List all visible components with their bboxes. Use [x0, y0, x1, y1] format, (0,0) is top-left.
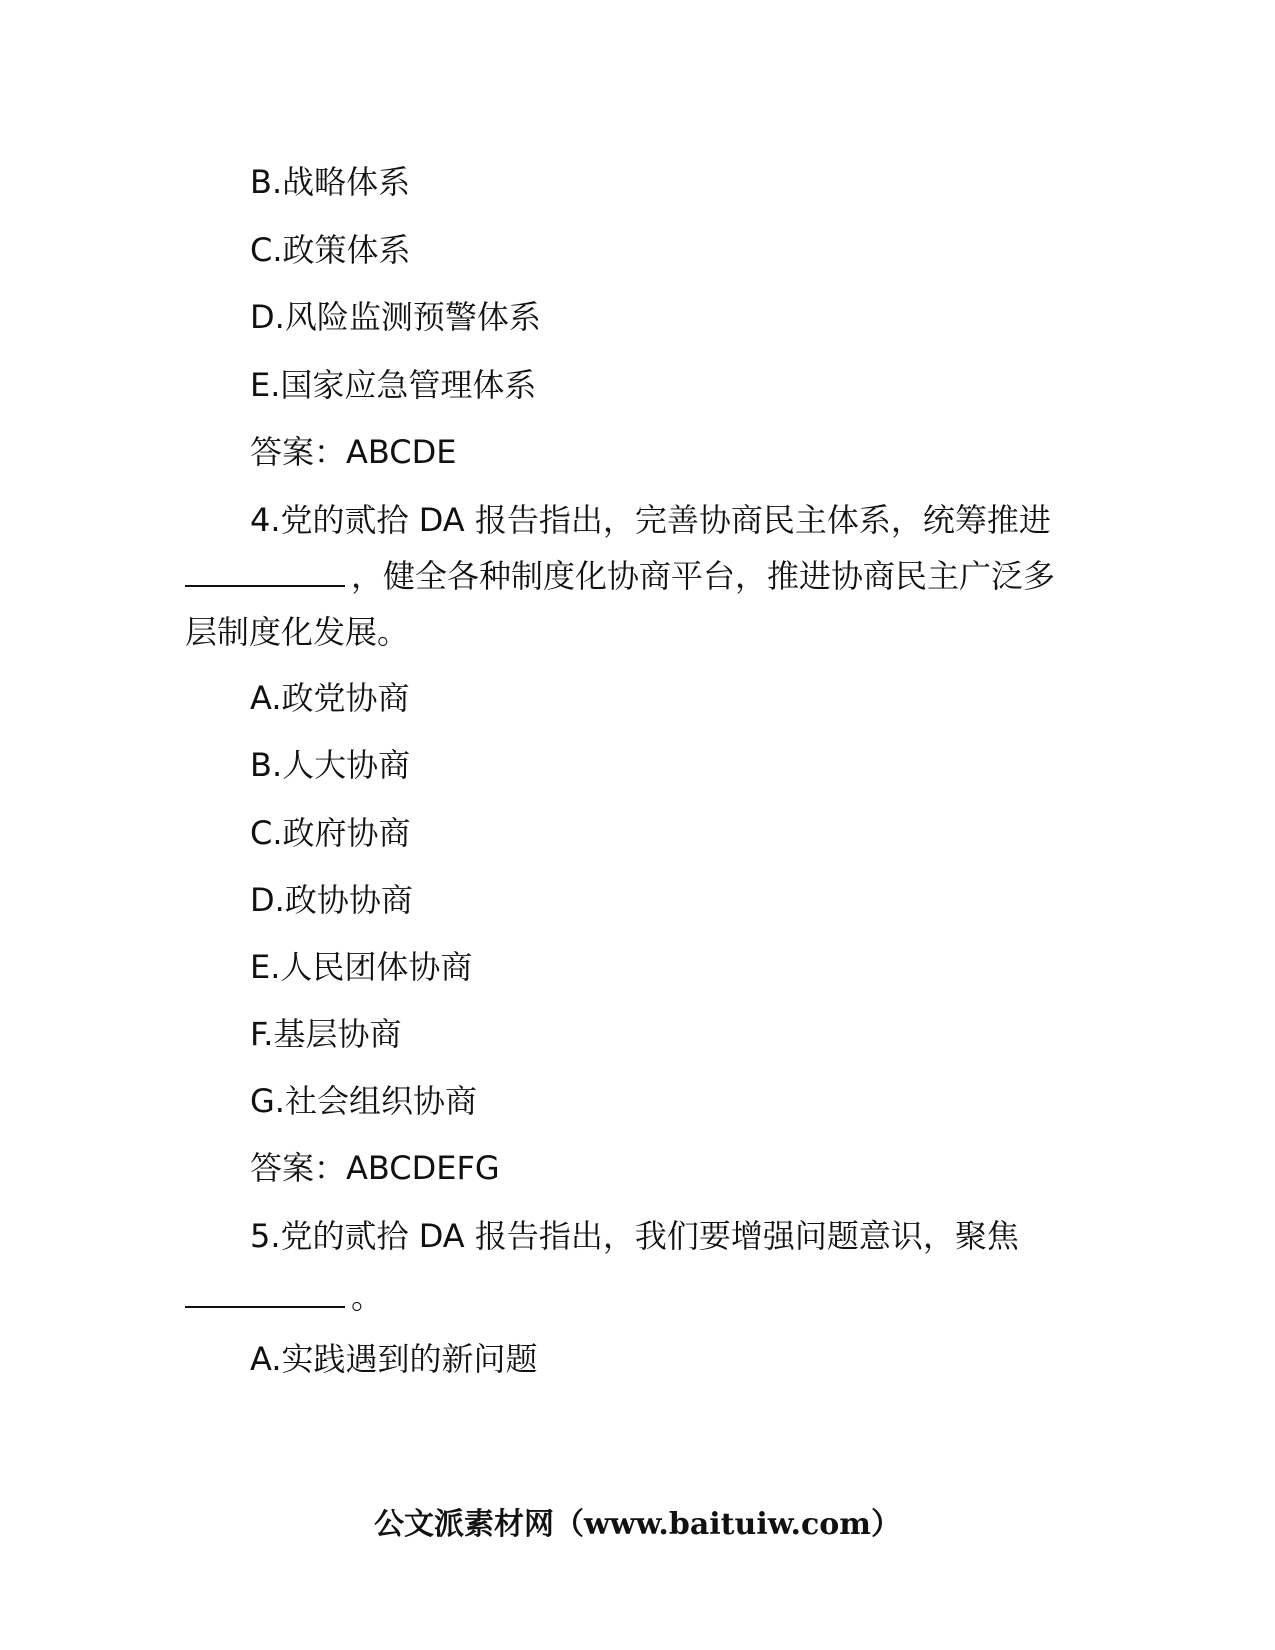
- q3-option-c: C.政策体系: [250, 231, 411, 269]
- q5-stem-line2: [185, 1277, 383, 1317]
- q4-option-b: B.人大协商: [250, 746, 411, 784]
- q4-option-e: E.人民团体协商: [250, 948, 473, 986]
- q4-stem-line2-text: ，健全各种制度化协商平台，推进协商民主广泛多: [351, 557, 1056, 595]
- q4-option-d: D.政协协商: [250, 881, 413, 919]
- q5-option-a: A.实践遇到的新问题: [250, 1340, 538, 1378]
- q4-stem-line3: 层制度化发展。: [185, 613, 410, 651]
- q3-option-e: E.国家应急管理体系: [250, 366, 537, 404]
- q4-stem-line1: 4.党的贰拾 DA 报告指出，完善协商民主体系，统筹推进: [250, 501, 1051, 539]
- q3-option-d: D.风险监测预警体系: [250, 298, 541, 336]
- q3-answer: 答案：ABCDE: [250, 433, 457, 471]
- q4-option-f: F.基层协商: [250, 1015, 402, 1053]
- q3-option-b: B.战略体系: [250, 163, 411, 201]
- q5-stem-line2-text: 。: [351, 1278, 384, 1316]
- footer-watermark: 公文派素材网（www.baituiw.com）: [373, 1507, 902, 1542]
- fill-in-blank: [185, 1278, 345, 1308]
- q4-option-c: C.政府协商: [250, 814, 411, 852]
- q5-stem-line1: 5.党的贰拾 DA 报告指出，我们要增强问题意识，聚焦: [250, 1217, 1019, 1255]
- q4-option-g: G.社会组织协商: [250, 1082, 477, 1120]
- fill-in-blank: [185, 557, 345, 587]
- q4-option-a: A.政党协商: [250, 679, 410, 717]
- q4-answer: 答案：ABCDEFG: [250, 1149, 500, 1187]
- q4-stem-line2: [185, 556, 1055, 596]
